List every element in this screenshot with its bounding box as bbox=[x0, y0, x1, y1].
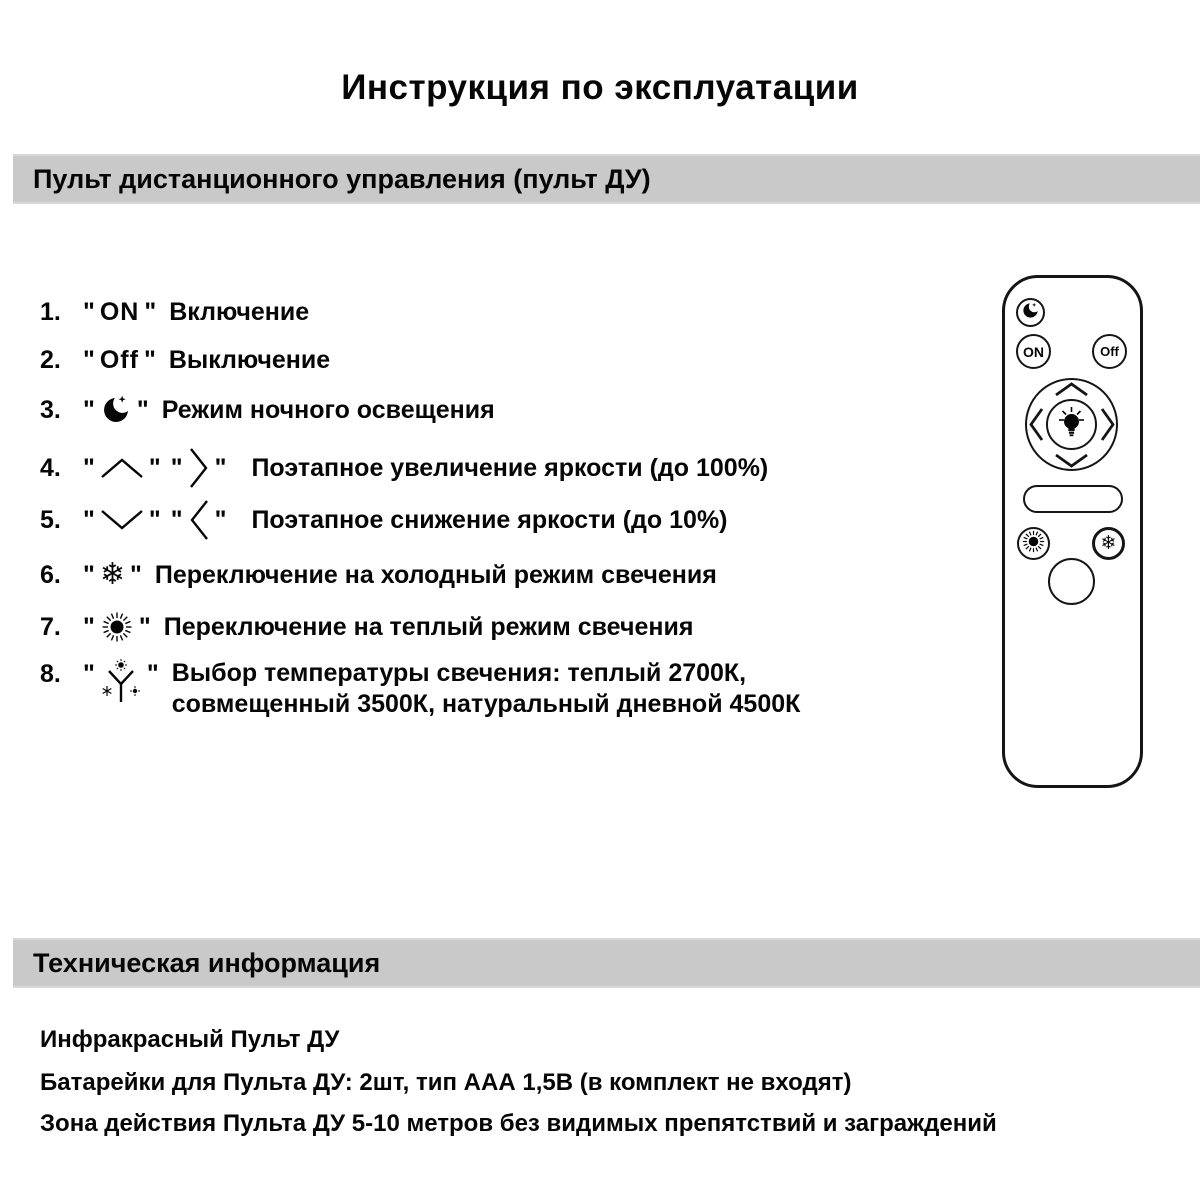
cold-mode-button bbox=[1092, 527, 1125, 560]
warm-mode-button bbox=[1017, 527, 1050, 560]
list-item-1 bbox=[40, 290, 309, 334]
moon-icon bbox=[100, 394, 132, 426]
list-item-3 bbox=[40, 388, 495, 432]
list-text-line2: совмещенный 3500К, натуральный дневной 4500К bbox=[171, 690, 801, 718]
remote-illustration bbox=[1002, 275, 1143, 788]
quote-mark: " bbox=[146, 660, 159, 688]
off-button bbox=[1092, 334, 1127, 369]
list-text: Выключение bbox=[168, 345, 331, 374]
list-text-line1: Выбор температуры свечения: теплый 2700К, bbox=[171, 659, 747, 687]
quote-mark: " bbox=[144, 297, 157, 326]
quote-mark: " bbox=[138, 612, 151, 641]
list-number: 5. bbox=[40, 505, 61, 534]
quote-mark: " bbox=[148, 453, 161, 482]
snowflake-icon: ❄ bbox=[99, 557, 125, 592]
quote-mark: " bbox=[214, 453, 227, 482]
quote-mark: " bbox=[148, 505, 161, 534]
off-label: Off bbox=[99, 345, 139, 374]
list-item-7 bbox=[40, 605, 693, 649]
quote-mark: " bbox=[143, 345, 156, 374]
light-button bbox=[1046, 399, 1097, 450]
list-number: 6. bbox=[40, 560, 61, 589]
list-item-8 bbox=[40, 658, 800, 720]
section-heading-remote bbox=[13, 154, 1200, 204]
list-text: Режим ночного освещения bbox=[161, 395, 495, 424]
quote-mark: " bbox=[170, 505, 183, 534]
chevron-up-icon bbox=[100, 457, 144, 479]
brightness-down-icon bbox=[1054, 453, 1089, 473]
tech-info-line: Батарейки для Пульта ДУ: 2шт, тип ААА 1,5В (в комплект не входят) bbox=[40, 1069, 852, 1096]
tech-info-line: Зона действия Пульта ДУ 5-10 метров без видимых препятствий и заграждений bbox=[40, 1110, 997, 1137]
tech-info-line: Инфракрасный Пульт ДУ bbox=[40, 1026, 340, 1053]
snowflake-icon: ❄ bbox=[1100, 532, 1117, 554]
quote-mark: " bbox=[83, 453, 95, 482]
quote-mark: " bbox=[83, 395, 95, 424]
bulb-icon bbox=[1058, 406, 1085, 444]
quote-mark: " bbox=[83, 660, 95, 688]
quote-mark: " bbox=[170, 453, 183, 482]
night-mode-button bbox=[1016, 298, 1045, 327]
list-number: 4. bbox=[40, 453, 61, 482]
list-text: Поэтапное увеличение яркости (до 100%) bbox=[251, 453, 769, 482]
list-item-4 bbox=[40, 446, 768, 490]
angle-right-icon bbox=[188, 446, 210, 490]
moon-icon bbox=[1021, 301, 1040, 325]
bottom-round-button bbox=[1048, 558, 1095, 605]
quote-mark: " bbox=[83, 505, 95, 534]
list-number: 3. bbox=[40, 395, 61, 424]
section-heading-tech bbox=[13, 938, 1200, 988]
section-heading-tech-label: Техническая информация bbox=[33, 947, 381, 978]
on-button bbox=[1016, 334, 1051, 369]
temperature-select-icon bbox=[100, 658, 142, 704]
quote-mark: " bbox=[214, 505, 227, 534]
on-button-label: ON bbox=[1023, 343, 1044, 360]
list-number: 7. bbox=[40, 612, 61, 641]
list-text: Переключение на холодный режим свечения bbox=[154, 560, 717, 589]
section-heading-remote-label: Пульт дистанционного управления (пульт ДУ) bbox=[33, 163, 651, 194]
angle-left-icon bbox=[188, 498, 210, 542]
quote-mark: " bbox=[83, 297, 95, 326]
sun-icon bbox=[1021, 529, 1046, 559]
off-button-label: Off bbox=[1100, 344, 1119, 359]
list-number: 1. bbox=[40, 297, 61, 326]
list-text: Переключение на теплый режим свечения bbox=[163, 612, 694, 641]
list-number: 8. bbox=[40, 660, 61, 688]
sun-icon bbox=[100, 610, 134, 644]
list-text: Включение bbox=[169, 297, 310, 326]
quote-mark: " bbox=[136, 395, 149, 424]
quote-mark: " bbox=[130, 560, 142, 589]
list-text: Поэтапное снижение яркости (до 10%) bbox=[251, 505, 728, 534]
step-down-icon bbox=[1029, 407, 1044, 447]
list-item-5 bbox=[40, 498, 728, 542]
list-item-2 bbox=[40, 338, 330, 382]
quote-mark: " bbox=[83, 345, 95, 374]
quote-mark: " bbox=[83, 612, 95, 641]
list-text-multiline bbox=[172, 658, 801, 720]
quote-mark: " bbox=[83, 560, 95, 589]
scene-bar-button bbox=[1023, 485, 1123, 513]
step-up-icon bbox=[1100, 407, 1115, 447]
chevron-down-icon bbox=[100, 509, 144, 531]
list-item-6 bbox=[40, 553, 717, 597]
on-label: ON bbox=[99, 297, 140, 326]
page-title: Инструкция по эксплуатации bbox=[341, 68, 859, 107]
list-number: 2. bbox=[40, 345, 61, 374]
